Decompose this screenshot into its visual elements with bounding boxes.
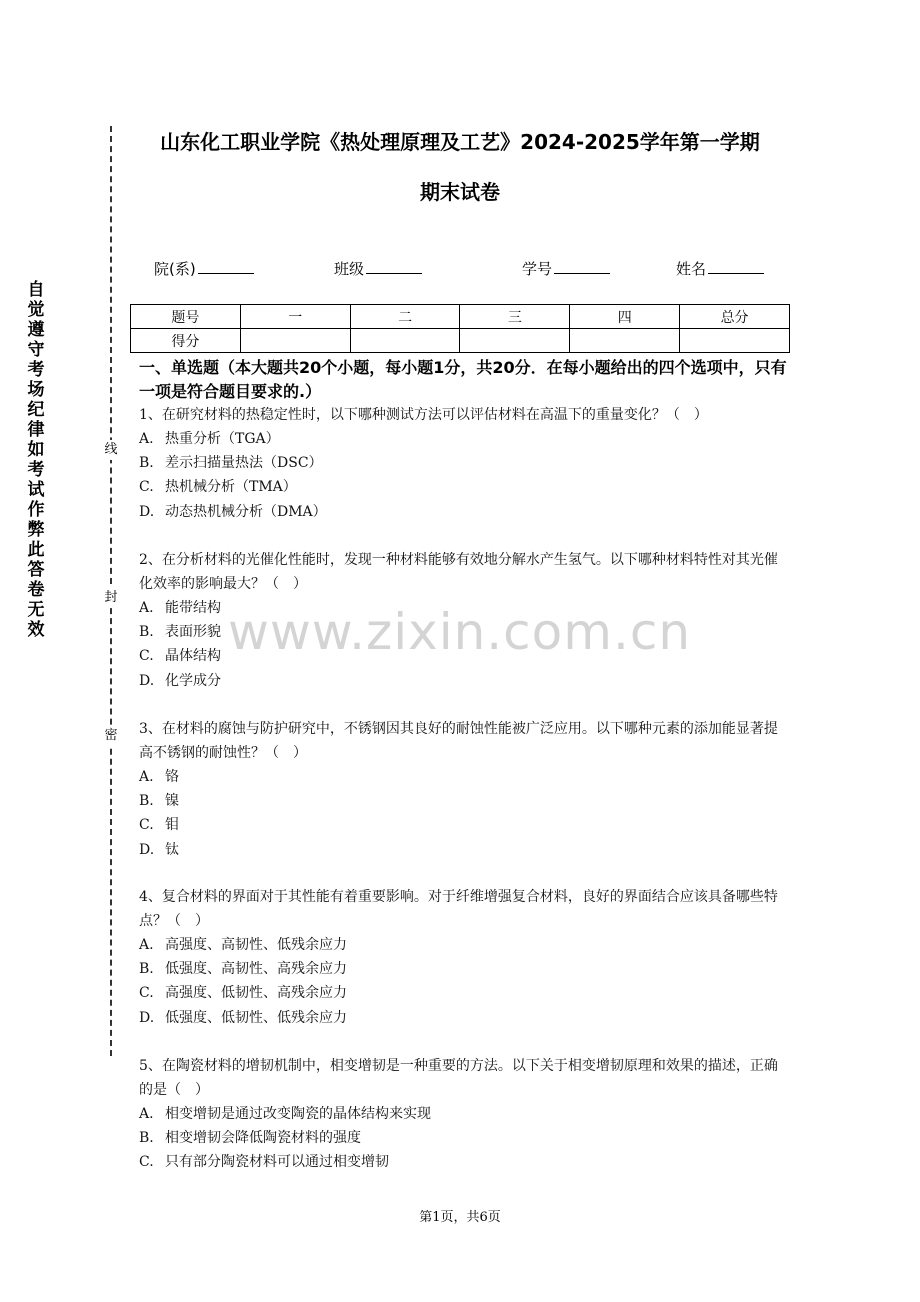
option-text: 能带结构 <box>165 600 221 616</box>
option-letter: B. <box>139 624 154 641</box>
option-c[interactable] <box>139 475 784 499</box>
option-letter: C. <box>139 817 154 834</box>
score-cell[interactable] <box>240 329 350 353</box>
option-text: 镍 <box>165 793 179 810</box>
score-table <box>130 304 790 353</box>
page-footer: 第1页，共6页 <box>419 1210 501 1225</box>
option-a[interactable] <box>139 765 784 789</box>
seal-mark-mi: 密 <box>102 726 120 746</box>
question-5 <box>139 1054 784 1175</box>
section-heading-single-choice: 一、单选题（本大题共20个小题，每小题1分，共20分．在每小题给出的四个选项中，只有一项是符合题目要求的.） <box>139 358 787 401</box>
class-blank[interactable] <box>366 258 422 274</box>
department-blank[interactable] <box>198 258 254 274</box>
header-cell: 四 <box>570 305 680 329</box>
info-label: 院(系) <box>154 260 196 278</box>
info-student-id <box>522 258 610 279</box>
option-a[interactable] <box>139 596 784 620</box>
option-text: 低强度、高韧性、高残余应力 <box>165 961 347 978</box>
question-2 <box>139 548 784 693</box>
option-letter: A. <box>139 937 154 953</box>
header-cell: 一 <box>240 305 350 329</box>
score-cell[interactable] <box>350 329 460 353</box>
option-letter: A. <box>139 431 154 447</box>
option-letter: B. <box>139 793 154 810</box>
question-3 <box>139 717 784 862</box>
watermark: www.zixin.com.cn <box>228 603 692 661</box>
question-stem: 1、在研究材料的热稳定性时，以下哪种测试方法可以评估材料在高温下的重量变化？（ ） <box>139 407 708 423</box>
option-text: 只有部分陶瓷材料可以通过相变增韧 <box>165 1154 389 1171</box>
option-b[interactable] <box>139 620 784 644</box>
option-a[interactable] <box>139 933 784 957</box>
option-letter: A. <box>139 769 154 785</box>
option-c[interactable] <box>139 981 784 1005</box>
option-text: 化学成分 <box>165 672 221 689</box>
option-text: 钛 <box>165 841 179 858</box>
question-1 <box>139 403 784 524</box>
option-text: 动态热机械分析（DMA） <box>165 503 327 520</box>
option-text: 晶体结构 <box>165 648 221 665</box>
option-text: 钼 <box>165 817 179 834</box>
option-text: 热机械分析（TMA） <box>165 479 297 496</box>
option-letter: C. <box>139 648 154 665</box>
option-b[interactable] <box>139 789 784 813</box>
header-cell: 三 <box>460 305 570 329</box>
question-4 <box>139 885 784 1030</box>
option-c[interactable] <box>139 813 784 837</box>
score-row-label: 得分 <box>131 329 241 353</box>
info-name <box>676 258 764 279</box>
option-text: 铬 <box>165 769 179 785</box>
seal-mark-feng: 封 <box>102 588 120 608</box>
info-class <box>334 258 422 279</box>
header-cell: 总分 <box>680 305 790 329</box>
option-letter: A. <box>139 600 154 616</box>
option-letter: B. <box>139 961 154 978</box>
option-b[interactable] <box>139 451 784 475</box>
option-c[interactable] <box>139 1150 784 1174</box>
option-letter: C. <box>139 985 154 1002</box>
score-cell[interactable] <box>680 329 790 353</box>
option-letter: B. <box>139 1130 154 1147</box>
option-d[interactable] <box>139 669 784 693</box>
option-d[interactable] <box>139 1006 784 1030</box>
option-d[interactable] <box>139 500 784 524</box>
option-text: 热重分析（TGA） <box>165 431 280 447</box>
question-stem: 2、在分析材料的光催化性能时，发现一种材料能够有效地分解水产生氢气。以下哪种材料特性对其光催化效率的影响最大？（ ） <box>139 552 778 592</box>
option-letter: D. <box>139 1009 155 1026</box>
option-letter: B. <box>139 455 154 472</box>
option-a[interactable] <box>139 427 784 451</box>
info-label: 学号 <box>522 260 553 278</box>
exam-title-line1: 山东化工职业学院《热处理原理及工艺》2024-2025学年第一学期 <box>160 130 760 154</box>
option-text: 低强度、低韧性、低残余应力 <box>165 1009 347 1026</box>
option-text: 相变增韧是通过改变陶瓷的晶体结构来实现 <box>165 1106 431 1122</box>
header-cell: 二 <box>350 305 460 329</box>
info-department <box>154 258 254 279</box>
score-table-header-row <box>131 305 790 329</box>
header-cell: 题号 <box>131 305 241 329</box>
question-stem: 3、在材料的腐蚀与防护研究中，不锈钢因其良好的耐蚀性能被广泛应用。以下哪种元素的添加能显著提高不锈钢的耐蚀性？（ ） <box>139 721 778 761</box>
seal-mark-xian: 线 <box>102 440 120 460</box>
option-letter: D. <box>139 672 155 689</box>
info-label: 姓名 <box>676 260 707 278</box>
option-text: 表面形貌 <box>165 624 221 641</box>
option-b[interactable] <box>139 1126 784 1150</box>
option-d[interactable] <box>139 838 784 862</box>
option-text: 高强度、高韧性、低残余应力 <box>165 937 347 953</box>
name-blank[interactable] <box>708 258 764 274</box>
option-text: 差示扫描量热法（DSC） <box>165 455 323 472</box>
option-text: 相变增韧会降低陶瓷材料的强度 <box>165 1130 361 1147</box>
score-cell[interactable] <box>460 329 570 353</box>
option-b[interactable] <box>139 957 784 981</box>
option-letter: D. <box>139 503 155 520</box>
score-cell[interactable] <box>570 329 680 353</box>
info-label: 班级 <box>334 260 365 278</box>
question-stem: 4、复合材料的界面对于其性能有着重要影响。对于纤维增强复合材料，良好的界面结合应该具备哪些特点？（ ） <box>139 889 778 929</box>
option-letter: C. <box>139 1154 154 1171</box>
exam-title-line2: 期末试卷 <box>420 180 500 204</box>
exam-discipline-note: 自觉遵守考场纪律如考试作弊此答卷无效 <box>27 280 45 640</box>
student-id-blank[interactable] <box>554 258 610 274</box>
option-c[interactable] <box>139 644 784 668</box>
option-letter: C. <box>139 479 154 496</box>
option-letter: A. <box>139 1106 154 1122</box>
option-text: 高强度、低韧性、高残余应力 <box>165 985 347 1002</box>
option-a[interactable] <box>139 1102 784 1126</box>
question-stem: 5、在陶瓷材料的增韧机制中，相变增韧是一种重要的方法。以下关于相变增韧原理和效果的描述，正确的是（ ） <box>139 1058 778 1098</box>
option-letter: D. <box>139 841 155 858</box>
score-table-score-row <box>131 329 790 353</box>
